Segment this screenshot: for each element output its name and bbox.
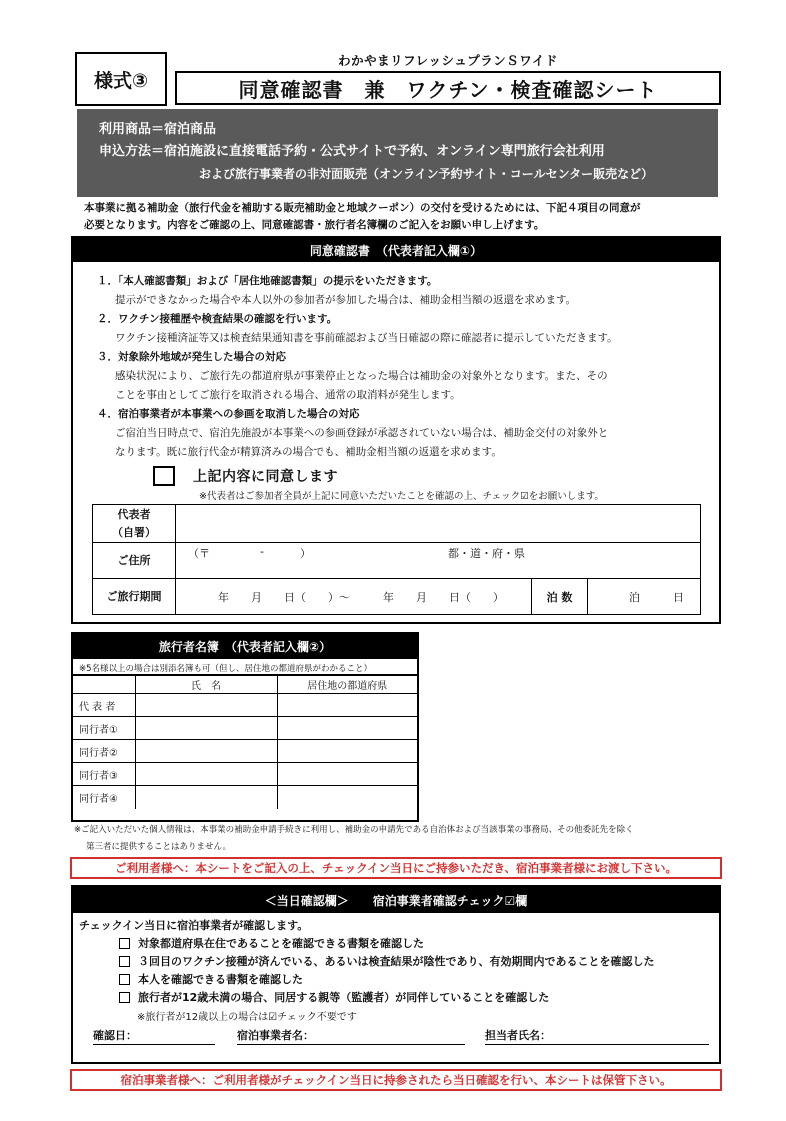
user-notice: ご利用者様へ：本シートをご記入の上、チェックイン当日にご持参いただき、宿泊事業者様にお渡し下さい。 <box>70 857 722 879</box>
term-4-body: なります。既に旅行代金が精算済みの場合でも、補助金相当額の返還を求めます。 <box>115 446 502 458</box>
method-sub-line: および旅行事業者の非対面販売（オンライン予約サイト・コールセンター販売など） <box>199 167 654 181</box>
consent-header: 同意確認書 （代表者記入欄①） <box>73 238 719 262</box>
postal-close: ） <box>300 547 311 560</box>
confirm-date-label: 確認日： <box>93 1029 137 1042</box>
check-note: ※旅行者が12歳以上の場合は☑チェック不要です <box>137 1012 357 1023</box>
check-item-4-label: 旅行者が12歳未満の場合、同居する親等（監護者）が同伴していることを確認した <box>138 991 550 1004</box>
row-label-companion-2: 同行者② <box>73 740 135 763</box>
term-1-body: 提示ができなかった場合や本人以外の参加者が参加した場合は、補助金相当額の返還を求めます。 <box>115 294 577 306</box>
check-item-2 <box>119 953 654 969</box>
term-3-heading: ３．対象除外地域が発生した場合の対応 <box>97 351 286 363</box>
check-item-3-label: 本人を確認できる書類を確認した <box>138 973 303 986</box>
agree-row <box>153 466 338 486</box>
check-item-4-checkbox[interactable] <box>119 992 130 1003</box>
product-line: 利用商品＝宿泊商品 <box>99 122 217 137</box>
check-item-2-checkbox[interactable] <box>119 956 130 967</box>
term-4-heading: ４．宿泊事業者が本事業への参画を取消した場合の対応 <box>97 408 360 420</box>
check-item-3 <box>119 971 303 987</box>
staff-name-field[interactable] <box>485 1027 709 1045</box>
prefecture-field[interactable] <box>277 763 417 786</box>
check-item-3-checkbox[interactable] <box>119 974 130 985</box>
postal-dash: - <box>260 545 264 558</box>
privacy-line-2: 第三者に提供することはありません。 <box>86 842 232 852</box>
product-info-box <box>77 109 718 197</box>
checkin-header: ＜当日確認欄＞ 宿泊事業者確認チェック☑欄 <box>73 887 719 913</box>
name-field[interactable] <box>135 717 277 740</box>
prefecture-hint: 都・道・府・県 <box>448 547 525 560</box>
prefecture-field[interactable] <box>277 740 417 763</box>
term-1-heading: １．「本人確認書類」および「居住地確認書類」の提示をいただきます。 <box>97 275 438 287</box>
roster-table <box>73 675 417 809</box>
roster-section <box>71 632 419 822</box>
table-row <box>73 786 417 809</box>
col-name-header: 氏 名 <box>135 676 277 694</box>
checkin-lead: チェックイン当日に宿泊事業者が確認します。 <box>79 919 309 932</box>
row-label-companion-4: 同行者④ <box>73 786 135 809</box>
check-item-1-label: 対象都道府県在住であることを確認できる書類を確認した <box>138 937 424 950</box>
check-item-2-label: ３回目のワクチン接種が済んでいる、あるいは検査結果が陰性であり、有効期間内であることを確認した <box>138 955 655 968</box>
term-4-body: ご宿泊当日時点で、宿泊先施設が本事業への参画登録が承認されていない場合は、補助金交付の対象外と <box>115 427 609 439</box>
postal-open: （〒 <box>188 547 210 560</box>
name-field[interactable] <box>135 763 277 786</box>
table-row <box>73 740 417 763</box>
check-item-1-checkbox[interactable] <box>119 938 130 949</box>
roster-note: ※5名様以上の場合は別添名簿も可（但し、居住地の都道府県がわかること） <box>73 659 417 675</box>
row-label-representative: 代 表 者 <box>73 694 135 717</box>
term-3-body: ことを事由としてご旅行を取消される場合、通常の取消料が発生します。 <box>115 389 461 401</box>
staff-name-label: 担当者氏名： <box>485 1029 551 1042</box>
name-field[interactable] <box>135 694 277 717</box>
representative-table <box>92 504 701 615</box>
representative-signature-field[interactable] <box>176 505 701 543</box>
term-3-body: 感染状況により、ご旅行先の都道府県が事業停止となった場合は補助金の対象外となります。また、その <box>115 370 608 382</box>
roster-header-row <box>73 676 417 694</box>
period-label: ご旅行期間 <box>93 579 176 615</box>
intro-line-2: 必要となります。内容をご確認の上、同意確認書・旅行者名簿欄のご記入をお願い申し上げます。 <box>84 219 545 231</box>
privacy-note <box>74 822 720 856</box>
check-item-4 <box>119 989 549 1005</box>
term-2-body: ワクチン接種済証等又は検査結果通知書を事前確認および当日確認の際に確認者に提示していただきます。 <box>115 332 618 344</box>
check-item-1 <box>119 935 424 951</box>
name-field[interactable] <box>135 740 277 763</box>
operator-name-field[interactable] <box>237 1027 465 1045</box>
roster-corner <box>73 676 135 694</box>
intro-line-1: 本事業に拠る補助金（旅行代金を補助する販売補助金と地域クーポン）の交付を受けるためには、下記４項目の同意が <box>84 202 641 214</box>
consent-terms <box>97 272 697 462</box>
agree-label: 上記内容に同意します <box>193 469 338 485</box>
confirm-date-field[interactable] <box>93 1027 215 1045</box>
prefecture-field[interactable] <box>277 717 417 740</box>
nights-label: 泊 数 <box>532 579 588 615</box>
operator-notice: 宿泊事業者様へ：ご利用者様がチェックイン当日に持参されたら当日確認を行い、本シートは保管下さい。 <box>70 1069 722 1091</box>
consent-section <box>71 236 721 624</box>
agree-checkbox[interactable] <box>153 466 175 486</box>
table-row <box>73 763 417 786</box>
name-field[interactable] <box>135 786 277 809</box>
plan-name: わかやまリフレッシュプランＳワイド <box>338 53 558 68</box>
address-label: ご住所 <box>93 543 176 579</box>
row-label-companion-3: 同行者③ <box>73 763 135 786</box>
table-row <box>73 694 417 717</box>
term-2-heading: ２．ワクチン接種歴や検査結果の確認を行います。 <box>97 313 338 325</box>
representative-label: 代表者 <box>117 507 151 521</box>
address-field[interactable] <box>176 543 701 579</box>
period-field[interactable]: 年 月 日（ ）～ 年 月 日（ ） <box>176 579 532 615</box>
table-row <box>73 717 417 740</box>
intro-text <box>84 200 704 234</box>
representative-label-cell <box>93 505 176 543</box>
prefecture-field[interactable] <box>277 786 417 809</box>
prefecture-field[interactable] <box>277 694 417 717</box>
checkin-section <box>71 885 721 1064</box>
method-line: 申込方法＝宿泊施設に直接電話予約・公式サイトで予約、オンライン専門旅行会社利用 <box>99 144 605 159</box>
row-label-companion-1: 同行者① <box>73 717 135 740</box>
roster-header: 旅行者名簿 （代表者記入欄②） <box>73 634 417 659</box>
privacy-line-1: ※ご記入いただいた個人情報は、本事業の補助金申請手続きに利用し、補助金の申請先である自治体および当該事業の事務局、その他委託先を除く <box>74 825 634 835</box>
page-title: 同意確認書 兼 ワクチン・検査確認シート <box>175 71 721 105</box>
form-number: 様式③ <box>75 52 167 106</box>
nights-field[interactable]: 泊 日 <box>588 579 701 615</box>
col-pref-header: 居住地の都道府県 <box>277 676 417 694</box>
operator-name-label: 宿泊事業者名： <box>237 1029 314 1042</box>
signature-label: （自署） <box>112 525 156 539</box>
agree-note: ※代表者はご参加者全員が上記に同意いただいたことを確認の上、チェック☑をお願いします。 <box>199 491 604 502</box>
